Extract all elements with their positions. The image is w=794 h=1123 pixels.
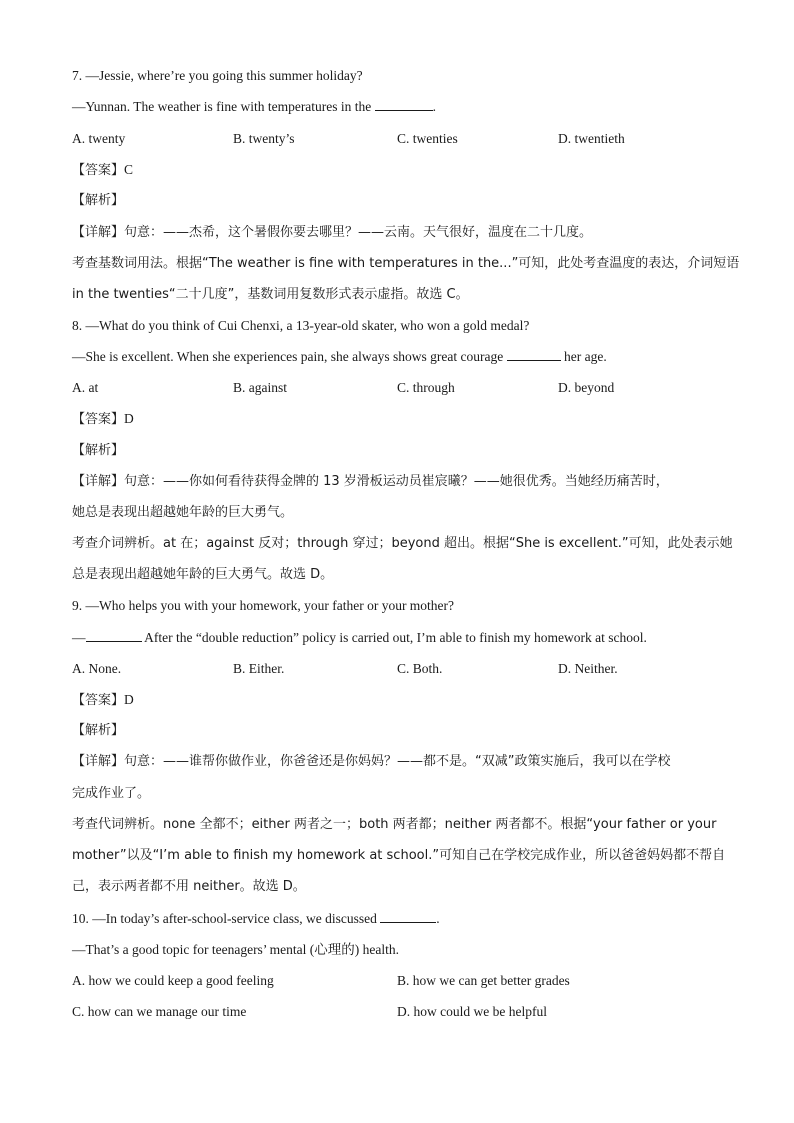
q8-option-c: C. through: [397, 380, 455, 395]
q10-option-b: B. how we can get better grades: [397, 973, 570, 988]
q9-explanation-3: 己，表示两者都不用 neither。故选 D。: [72, 879, 306, 894]
q7-answer: [72, 161, 133, 180]
q7-detail: 【详解】句意：——杰希，这个暑假你要去哪里？——云南。天气很好，温度在二十几度。: [72, 225, 593, 240]
q8-option-a: A. at: [72, 380, 99, 395]
q10-blank: [380, 910, 436, 923]
q9-analysis-tag: 【解析】: [72, 723, 125, 738]
q8-answer: [72, 410, 134, 429]
q8-option-d: D. beyond: [558, 380, 615, 395]
q8-response-text: —She is excellent. When she experiences pain, she always shows great courage: [72, 349, 507, 364]
q7-analysis-tag: 【解析】: [72, 193, 125, 208]
q9-answer-tag: 【答案】: [72, 693, 125, 708]
q8-blank: [507, 348, 561, 361]
q9-detail-2: 完成作业了。: [72, 786, 151, 801]
q7-explanation-1: 考查基数词用法。根据“The weather is fine with temperatures in the...”可知，此处考查温度的表达，介词短语: [72, 256, 740, 271]
q8-explanation-2: 总是表现出超越她年龄的巨大勇气。故选 D。: [72, 567, 334, 582]
q8-detail-2: 她总是表现出超越她年龄的巨大勇气。: [72, 505, 294, 520]
q9-explanation-2: mother”以及“I’m able to finish my homework at school.”可知自己在学校完成作业，所以爸爸妈妈都不帮自: [72, 848, 726, 863]
q7-question: 7. —Jessie, where’re you going this summer holiday?: [72, 68, 363, 83]
q7-option-b: B. twenty’s: [233, 131, 295, 146]
q9-question: 9. —Who helps you with your homework, your father or your mother?: [72, 598, 455, 613]
q8-explanation-1: 考查介词辨析。at 在；against 反对；through 穿过；beyond 超出。根据“She is excellent.”可知，此处表示她: [72, 536, 733, 551]
q10-question-text: 10. —In today’s after-school-service class, we discussed: [72, 911, 381, 926]
q7-response-end: .: [432, 99, 437, 114]
q8-answer-tag: 【答案】: [72, 412, 125, 427]
q7-explanation-2: in the twenties“二十几度”，基数词用复数形式表示虚指。故选 C。: [72, 287, 469, 302]
q10-response: —That’s a good topic for teenagers’ mental (心理的) health.: [72, 942, 400, 957]
q10-option-a: A. how we could keep a good feeling: [72, 973, 274, 988]
q10-question: [72, 910, 440, 928]
q7-answer-tag: 【答案】: [72, 163, 125, 178]
q9-response-text: —: [72, 630, 86, 645]
q10-option-c: C. how can we manage our time: [72, 1004, 247, 1019]
q7-option-a: A. twenty: [72, 131, 126, 146]
q7-option-c: C. twenties: [397, 131, 458, 146]
q8-option-b: B. against: [233, 380, 287, 395]
q9-explanation-1: 考查代词辨析。none 全都不；either 两者之一；both 两者都；neither 两者都不。根据“your father or your: [72, 817, 717, 832]
q9-blank: [86, 629, 142, 642]
q7-blank: [375, 98, 433, 111]
q7-response: [72, 98, 436, 116]
q8-question: 8. —What do you think of Cui Chenxi, a 13-year-old skater, who won a gold medal?: [72, 318, 530, 333]
q8-answer-value: D: [124, 411, 134, 426]
q7-answer-value: C: [124, 162, 134, 177]
q9-answer: [72, 691, 134, 710]
q8-response: [72, 348, 607, 366]
q9-option-a: A. None.: [72, 661, 122, 676]
q9-response: [72, 629, 647, 647]
q8-detail-1: 【详解】句意：——你如何看待获得金牌的 13 岁滑板运动员崔宸曦？——她很优秀。当她经历痛苦时，: [72, 474, 669, 489]
q7-option-d: D. twentieth: [558, 131, 625, 146]
q8-analysis-tag: 【解析】: [72, 443, 125, 458]
q10-option-d: D. how could we be helpful: [397, 1004, 547, 1019]
q9-answer-value: D: [124, 692, 134, 707]
q9-option-d: D. Neither.: [558, 661, 618, 676]
q9-option-c: C. Both.: [397, 661, 443, 676]
q9-response-end: After the “double reduction” policy is carried out, I’m able to finish my homework at school.: [141, 630, 647, 645]
q10-question-end: .: [436, 911, 440, 926]
q9-option-b: B. Either.: [233, 661, 285, 676]
q8-response-end: her age.: [560, 349, 607, 364]
q7-response-text: —Yunnan. The weather is fine with temperatures in the: [72, 99, 375, 114]
q9-detail-1: 【详解】句意：——谁帮你做作业，你爸爸还是你妈妈？——都不是。“双减”政策实施后，我可以在学校: [72, 754, 671, 769]
